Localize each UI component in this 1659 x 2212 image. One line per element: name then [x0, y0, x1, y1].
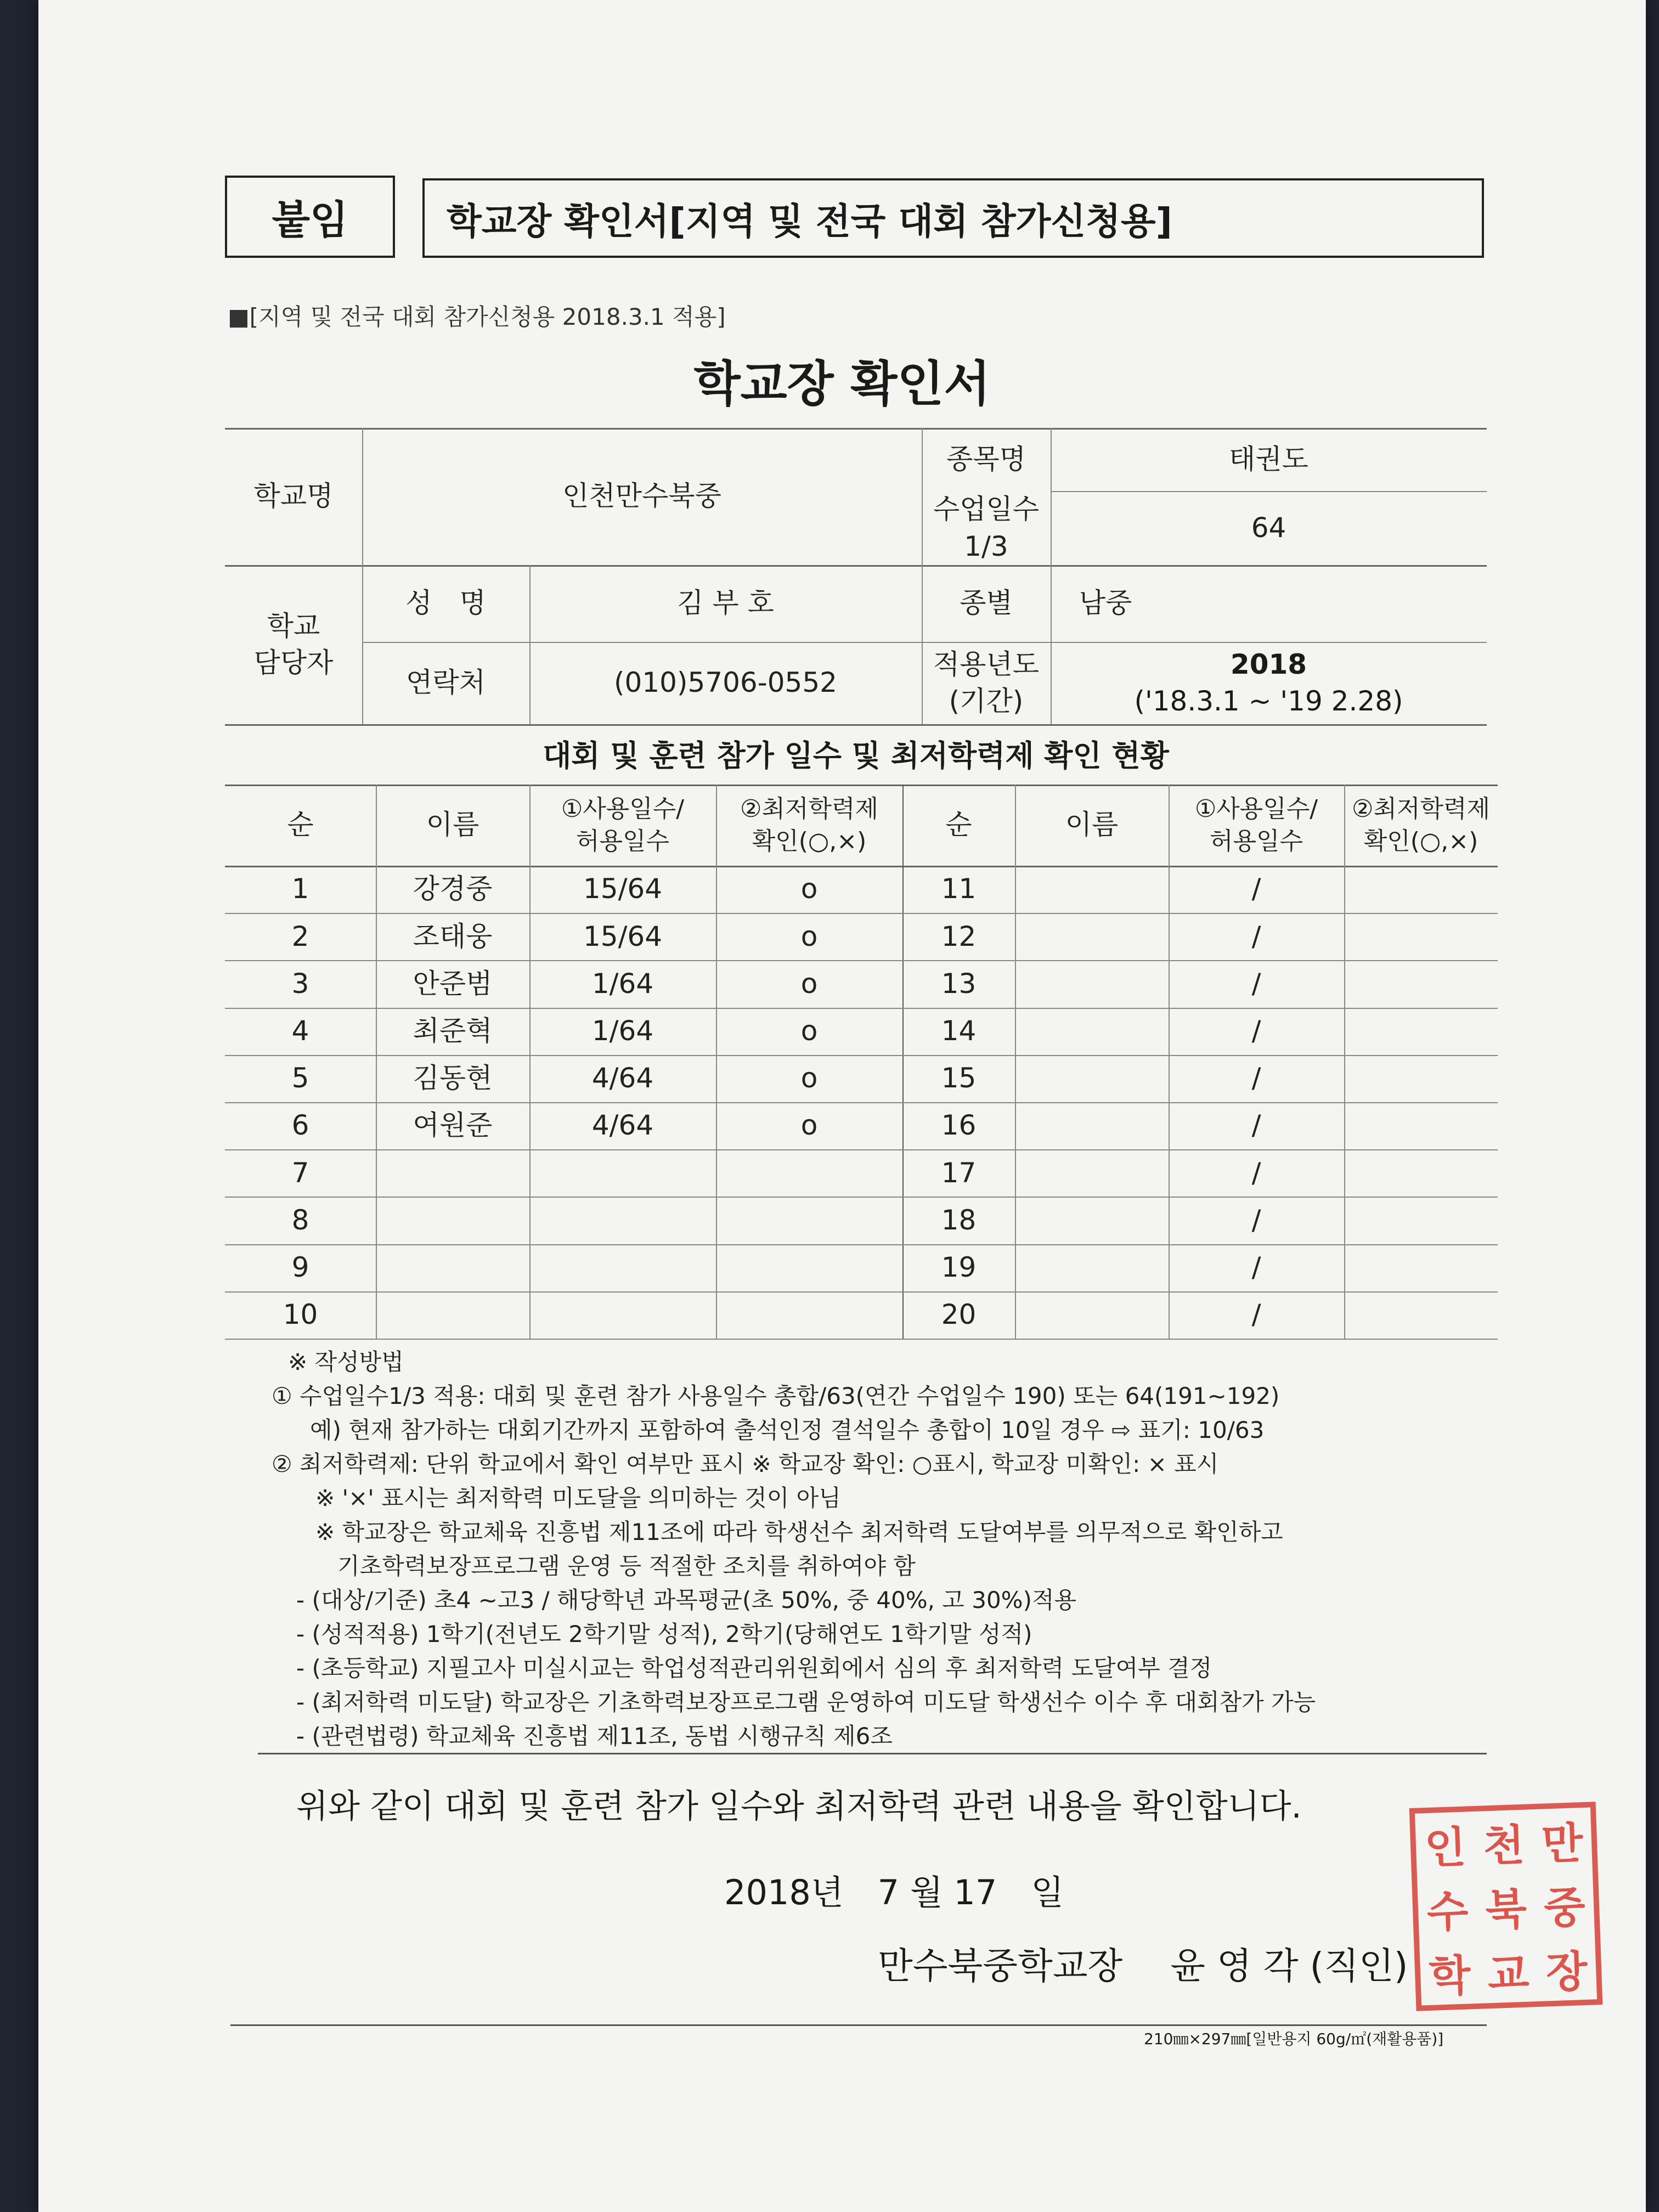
table-cell-days-right: / — [1251, 1299, 1261, 1331]
table-cell-check-right — [1344, 960, 1498, 1007]
attachment-label-box — [225, 176, 395, 258]
type-label: 종별 — [960, 587, 1013, 619]
note-line: 예) 현재 참가하는 대회기간까지 포함하여 출석인정 결석일수 총합이 10일 경우 ⇨ 표기: 10/63 — [310, 1417, 1265, 1443]
note-line: - (대상/기준) 초4 ~고3 / 해당학년 과목평균(초 50%, 중 40%, 고 30%)적용 — [296, 1587, 1077, 1613]
year-label: 적용년도 (기간) — [933, 648, 1040, 717]
table-cell-days-left: 15/64 — [583, 920, 663, 952]
period-value: ('18.3.1 ~ '19 2.28) — [1134, 685, 1403, 717]
table-cell-check-left — [716, 1197, 902, 1244]
seal-character: 학 — [1428, 1951, 1471, 2002]
table-cell-seq-left: 10 — [283, 1299, 318, 1331]
seal-character: 중 — [1543, 1882, 1587, 1934]
doc-title: 학교장 확인서 — [693, 356, 991, 412]
table-cell-seq-right: 20 — [941, 1299, 977, 1331]
table-cell-seq-right: 13 — [941, 967, 977, 1000]
table-cell-check-right — [1344, 1102, 1498, 1149]
contact-label: 연락처 — [406, 667, 486, 699]
school-value: 인천만수북중 — [562, 480, 721, 512]
footer-note: 210㎜×297㎜[일반용지 60g/㎡(재활용품)] — [1144, 2030, 1444, 2048]
table-cell-days-left: 4/64 — [591, 1062, 654, 1094]
contact-value: (010)5706-0552 — [614, 667, 837, 699]
table-cell-seq-left: 1 — [291, 873, 309, 905]
table-cell-seq-left: 5 — [291, 1062, 309, 1094]
attachment-label: 붙임 — [272, 197, 348, 243]
table-cell-check-right — [1344, 1197, 1498, 1244]
table-cell-days-left — [529, 1197, 716, 1244]
form-title-box — [422, 178, 1484, 258]
seal-character: 북 — [1485, 1884, 1528, 1936]
table-cell-name-right — [1015, 1291, 1169, 1339]
table-cell-name-left: 안준범 — [413, 967, 493, 1000]
table-cell-seq-left: 4 — [291, 1014, 309, 1047]
form-title: 학교장 확인서[지역 및 전국 대회 참가신청용] — [447, 200, 1172, 242]
seal-character: 장 — [1545, 1946, 1589, 1998]
table-cell-name-right — [1015, 1102, 1169, 1149]
table-cell-days-left: 1/64 — [591, 1014, 654, 1047]
table-cell-seq-right: 15 — [941, 1062, 977, 1094]
seal-character: 수 — [1426, 1887, 1469, 1938]
table-cell-name-right — [1015, 960, 1169, 1007]
table-cell-days-right: / — [1251, 873, 1261, 905]
table-cell-seq-right: 11 — [941, 873, 977, 905]
table-cell-check-right — [1344, 866, 1498, 913]
table-cell-check-left — [716, 1149, 902, 1197]
table-cell-days-left: 15/64 — [583, 873, 663, 905]
footer-line — [230, 2024, 1487, 2026]
header-check-left: ②최저학력제 확인(○,×) — [740, 794, 878, 855]
confirmation-text: 위와 같이 대회 및 훈련 참가 일수와 최저학력 관련 내용을 확인합니다. — [296, 1787, 1302, 1826]
table-cell-days-left — [529, 1149, 716, 1197]
table-cell-days-left — [529, 1291, 716, 1339]
header-check-right: ②최저학력제 확인(○,×) — [1352, 794, 1490, 855]
table-row-line — [225, 1339, 1498, 1340]
table-cell-name-left: 여원준 — [413, 1109, 493, 1142]
note-line: - (성적적용) 1학기(전년도 2학기말 성적), 2학기(당해연도 1학기말 성적) — [296, 1621, 1032, 1647]
official-seal — [1409, 1802, 1603, 2011]
table-cell-check-left: o — [800, 967, 818, 1000]
table-cell-check-right — [1344, 1291, 1498, 1339]
table-cell-days-left: 4/64 — [591, 1109, 654, 1142]
table-cell-seq-left: 8 — [291, 1204, 309, 1236]
days-label: 수업일수 1/3 — [933, 493, 1040, 562]
name-label: 성 명 — [405, 587, 486, 619]
table-cell-days-right: / — [1251, 1109, 1261, 1142]
table-cell-check-left — [716, 1244, 902, 1291]
table-cell-name-left: 최준혁 — [413, 1014, 493, 1047]
note-line: ※ 작성방법 — [288, 1348, 404, 1375]
table-cell-days-right: / — [1251, 1204, 1261, 1236]
table-cell-name-right — [1015, 1008, 1169, 1055]
note-line: ※ 학교장은 학교체육 진흥법 제11조에 따라 학생선수 최저학력 도달여부를 의무적으로 확인하고 — [315, 1519, 1283, 1545]
table-cell-name-right — [1015, 1197, 1169, 1244]
document-paper — [38, 0, 1646, 2212]
table-cell-check-left: o — [800, 920, 818, 952]
table-cell-seq-right: 14 — [941, 1014, 977, 1047]
table-cell-name-left: 강경중 — [413, 873, 493, 905]
note-line: - (최저학력 미도달) 학교장은 기초학력보장프로그램 운영하여 미도달 학생선수 이수 후 대회참가 가능 — [296, 1689, 1316, 1716]
school-label: 학교명 — [253, 480, 334, 512]
type-value: 남중 — [1079, 587, 1132, 619]
table-cell-check-right — [1344, 1055, 1498, 1102]
header-name-right: 이름 — [1065, 809, 1119, 841]
table-cell-name-left — [376, 1291, 529, 1339]
table-cell-days-right: / — [1251, 1062, 1261, 1094]
table-cell-check-left: o — [800, 1014, 818, 1047]
table-cell-seq-left: 9 — [291, 1251, 309, 1283]
table-cell-name-right — [1015, 913, 1169, 960]
table-cell-name-right — [1015, 1244, 1169, 1291]
table-cell-name-left — [376, 1244, 529, 1291]
table-cell-seq-left: 2 — [291, 920, 309, 952]
principal-signature: 만수북중학교장 윤 영 각 (직인) — [878, 1945, 1408, 1987]
header-days-right: ①사용일수/ 허용일수 — [1194, 794, 1318, 855]
event-value: 태권도 — [1229, 443, 1308, 475]
table-cell-check-left: o — [800, 1062, 818, 1094]
table-cell-seq-right: 16 — [941, 1109, 977, 1142]
table-cell-days-right: / — [1251, 1014, 1261, 1047]
year-cell — [1051, 642, 1487, 724]
participation-table — [225, 785, 1498, 1339]
table-cell-seq-right: 17 — [941, 1156, 977, 1189]
header-days-left: ①사용일수/ 허용일수 — [561, 794, 685, 855]
table-cell-name-left — [376, 1149, 529, 1197]
days-value: 64 — [1251, 511, 1286, 544]
note-line: ① 수업일수1/3 적용: 대회 및 훈련 참가 사용일수 총합/63(연간 수업일수 190) 또는 64(191~192) — [272, 1383, 1280, 1409]
table-cell-name-left: 김동현 — [413, 1062, 493, 1094]
year-value: 2018 — [1230, 648, 1307, 680]
table-cell-check-right — [1344, 1149, 1498, 1197]
table-cell-name-right — [1015, 1055, 1169, 1102]
table-cell-check-left: o — [800, 873, 818, 905]
note-line: - (관련법령) 학교체육 진흥법 제11조, 동법 시행규칙 제6조 — [296, 1723, 893, 1750]
notes-bottom-line — [258, 1753, 1487, 1754]
seal-character: 만 — [1541, 1819, 1584, 1870]
table-cell-days-right: / — [1251, 920, 1261, 952]
note-line: ※ '×' 표시는 최저학력 미도달을 의미하는 것이 아님 — [315, 1485, 841, 1511]
table-cell-name-right — [1015, 866, 1169, 913]
seal-character: 천 — [1482, 1821, 1526, 1872]
table-cell-days-right: / — [1251, 967, 1261, 1000]
table-cell-check-left: o — [800, 1109, 818, 1142]
header-name-left: 이름 — [426, 809, 479, 841]
seal-character: 교 — [1487, 1949, 1530, 2000]
note-line: - (초등학교) 지필고사 미실시교는 학업성적관리위원회에서 심의 후 최저학력 도달여부 결정 — [296, 1655, 1212, 1681]
table-cell-seq-left: 7 — [291, 1156, 309, 1189]
table-cell-days-left: 1/64 — [591, 967, 654, 1000]
table-cell-check-left — [716, 1291, 902, 1339]
seal-character: 인 — [1424, 1822, 1467, 1874]
name-value: 김 부 호 — [677, 587, 774, 619]
issue-date: 2018년 7 월 17 일 — [724, 1872, 1064, 1912]
table-cell-name-left: 조태웅 — [413, 920, 493, 952]
header-seq-left: 순 — [287, 809, 314, 841]
header-seq-right: 순 — [945, 809, 972, 841]
table-cell-days-right: / — [1251, 1251, 1261, 1283]
note-line: ② 최저학력제: 단위 학교에서 확인 여부만 표시 ※ 학교장 확인: ○표시, 학교장 미확인: × 표시 — [272, 1451, 1219, 1477]
table-cell-seq-right: 12 — [941, 920, 977, 952]
table-cell-check-right — [1344, 1008, 1498, 1055]
table-cell-name-left — [376, 1197, 529, 1244]
info-line — [225, 724, 1487, 726]
table-cell-seq-left: 6 — [291, 1109, 309, 1142]
subtitle-note: ■[지역 및 전국 대회 참가신청용 2018.3.1 적용] — [228, 303, 726, 330]
staff-label: 학교 담당자 — [253, 610, 334, 679]
section-title: 대회 및 훈련 참가 일수 및 최저학력제 확인 현황 — [543, 738, 1169, 773]
table-cell-days-left — [529, 1244, 716, 1291]
table-cell-seq-right: 19 — [941, 1251, 977, 1283]
table-cell-seq-left: 3 — [291, 967, 309, 1000]
table-cell-days-right: / — [1251, 1156, 1261, 1189]
table-cell-name-right — [1015, 1149, 1169, 1197]
table-cell-seq-right: 18 — [941, 1204, 977, 1236]
event-label: 종목명 — [946, 443, 1026, 475]
table-cell-check-right — [1344, 913, 1498, 960]
note-line: 기초학력보장프로그램 운영 등 적절한 조치를 취하여야 함 — [337, 1553, 916, 1579]
table-cell-check-right — [1344, 1244, 1498, 1291]
